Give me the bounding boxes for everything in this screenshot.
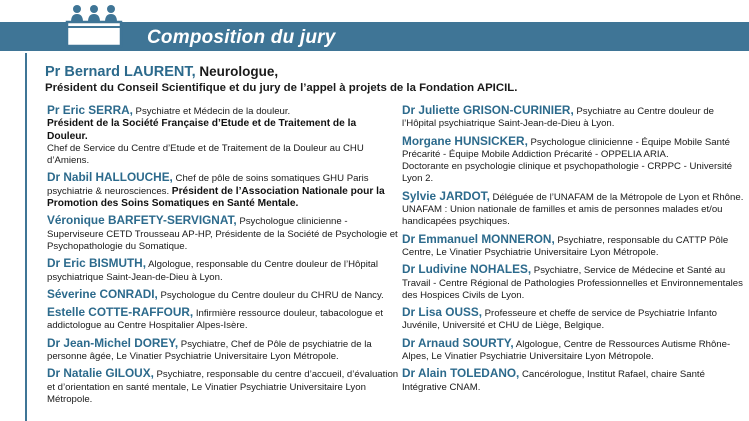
member-description: Psychiatre et Médecin de la douleur. <box>132 106 291 117</box>
jury-member-entry <box>47 288 399 302</box>
member-description: Déléguée de l’UNAFAM de la Métropole de Lyon et Rhône. <box>489 191 744 203</box>
member-description: Président de l’Association Nationale pour la Promotion des Soins Somatiques en Santé Mentale. <box>47 185 385 210</box>
jury-member-entry <box>402 233 744 260</box>
member-description: Chef de pôle de soins somatiques GHU Paris psychiatrie & neurosciences. <box>47 173 369 197</box>
member-description: Psychiatre au Centre douleur de l’Hôpital psychiatrique Saint-Jean-de-Dieu à Lyon. <box>402 106 714 130</box>
member-name: Pr Eric SERRA, <box>47 103 133 117</box>
member-description: Psychologue clinicienne - Superviseure CETD Trousseau AP-HP, Présidente de la Société de Psychologie et Psychopathologie du Somatique. <box>47 216 398 252</box>
jury-member-entry <box>402 135 744 186</box>
jury-table-icon <box>64 2 124 48</box>
member-description: Psychiatre, responsable du centre d’accueil, d’évaluation et d’orientation en santé mentale, Le Vinatier Psychiatrie Universitaire Lyon Métropole. <box>47 369 399 405</box>
member-name: Dr Nabil HALLOUCHE, <box>47 170 173 185</box>
member-name: Morgane HUNSICKER, <box>402 133 528 148</box>
member-description: Psychologue clinicienne - Équipe Mobile Santé Précarité - Équipe Mobile Addiction Précarité - OPPELIA ARIA. <box>402 136 730 160</box>
jury-member-entry <box>47 104 399 167</box>
member-description: Professeure et cheffe de service de Psychiatrie Infanto Juvénile, Université et CHU de Liège, Belgique. <box>402 308 717 332</box>
jury-member-entry <box>47 337 399 364</box>
jury-left-column <box>47 104 399 410</box>
member-name: Estelle COTTE-RAFFOUR, <box>47 305 194 320</box>
member-name: Dr Natalie GILOUX, <box>47 366 154 381</box>
jury-member-entry <box>47 214 399 253</box>
member-name: Dr Eric BISMUTH, <box>47 256 146 271</box>
jury-president <box>45 64 735 95</box>
jury-member-entry <box>402 263 744 302</box>
jury-member-entry <box>402 190 744 229</box>
member-description: Infirmière ressource douleur, tabacologue et addictologue au Centre Hospitalier Alpes-Isère. <box>47 308 384 332</box>
president-subtitle: Président du Conseil Scientifique et du jury de l’appel à projets de la Fondation APICIL. <box>45 82 518 94</box>
member-name: Sylvie JARDOT, <box>402 188 490 203</box>
member-description: Psychiatre, Chef de Pôle de psychiatrie de la personne âgée, Le Vinatier Psychiatrie Universitaire Lyon Métropole. <box>47 338 372 363</box>
jury-member-entry <box>47 257 399 284</box>
member-name: Dr Alain TOLEDANO, <box>402 366 520 381</box>
president-role: Neurologue, <box>195 64 279 79</box>
jury-member-entry <box>47 367 399 406</box>
member-name: Dr Emmanuel MONNERON, <box>402 231 555 246</box>
member-name: Séverine CONRADI, <box>47 286 158 301</box>
member-description: Président de la Société Française d’Etude et de Traitement de la Douleur. <box>47 118 357 142</box>
member-name: Dr Juliette GRISON-CURINIER, <box>402 103 574 117</box>
member-name: Véronique BARFETY-SERVIGNAT, <box>47 213 237 228</box>
member-description: Algologue, Centre de Ressources Autisme Rhône-Alpes, Le Vinatier Psychiatrie Universitaire Lyon Métropole. <box>402 338 731 363</box>
jury-member-entry <box>402 104 744 131</box>
member-description: Chef de Service du Centre d’Etude et de Traitement de la Douleur au CHU d’Amiens. <box>47 142 364 167</box>
member-description: UNAFAM : Union nationale de familles et amis de personnes malades et/ou handicapées psychiques. <box>402 204 723 228</box>
president-name: Pr Bernard LAURENT, <box>45 64 196 80</box>
jury-member-entry <box>47 306 399 333</box>
jury-member-entry <box>402 367 744 394</box>
member-name: Dr Lisa OUSS, <box>402 305 482 320</box>
member-description: Doctorante en psychologie clinique et psychopathologie - CRPPC - Université Lyon 2. <box>402 161 733 185</box>
section-title: Composition du jury <box>147 27 336 48</box>
left-accent-rule <box>25 53 27 421</box>
member-description: Psychiatre, Service de Médecine et Santé au Travail - Centre Régional de Pathologies Professionnelles et Environnementales des Hospices Civils de Lyon. <box>402 265 743 301</box>
jury-member-entry <box>402 337 744 364</box>
member-name: Dr Arnaud SOURTY, <box>402 335 514 350</box>
member-name: Dr Jean-Michel DOREY, <box>47 335 179 350</box>
member-name: Dr Ludivine NOHALES, <box>402 262 532 277</box>
member-description: Psychologue du Centre douleur du CHRU de Nancy. <box>157 289 384 301</box>
jury-right-column <box>402 104 744 398</box>
member-description: Cancérologue, Institut Rafael, chaire Santé Intégrative CNAM. <box>402 369 705 393</box>
jury-member-entry <box>402 306 744 333</box>
jury-member-entry <box>47 171 399 210</box>
member-description: Psychiatre, responsable du CATTP Pôle Centre, Le Vinatier Psychiatrie Universitaire Lyon Métropole. <box>402 234 729 258</box>
member-description: Algologue, responsable du Centre douleur de l’Hôpital psychiatrique Saint-Jean-de-Dieu à Lyon. <box>47 259 378 283</box>
